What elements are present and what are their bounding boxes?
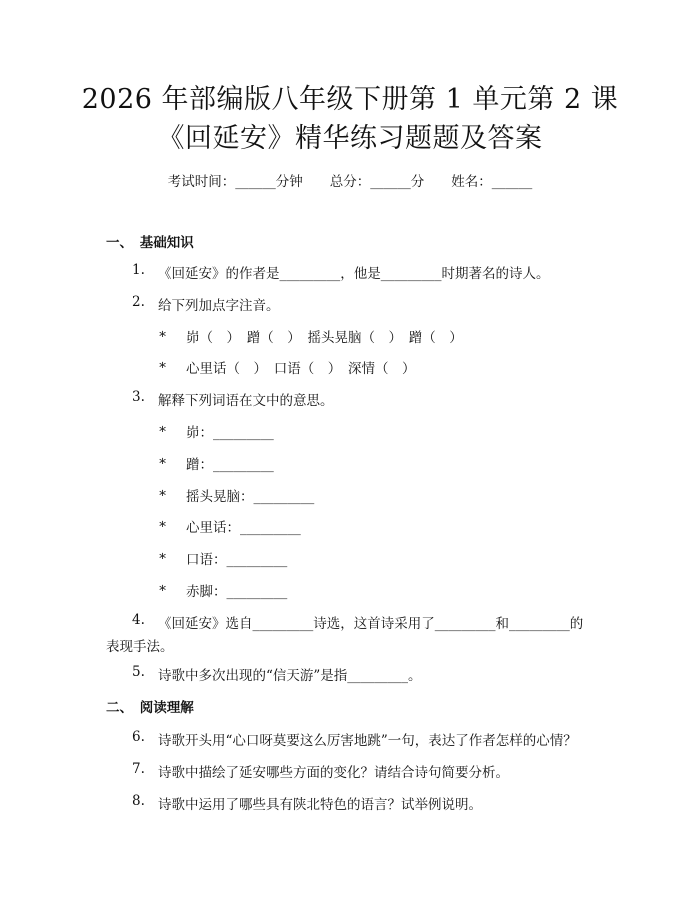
bullet-marker: ∗: [158, 548, 168, 564]
section-heading-basic: 一、 基础知识: [106, 235, 194, 251]
question-number: 8.: [132, 793, 145, 809]
bullet-marker: ∗: [158, 357, 168, 373]
page-title-line-1: 2026 年部编版八年级下册第 1 单元第 2 课: [81, 84, 619, 115]
question-text: 诗歌中运用了哪些具有陕北特色的语言？试举例说明。: [158, 797, 482, 813]
section-heading-reading: 二、 阅读理解: [106, 700, 194, 716]
word-meaning-item: 摇头晃脑：_________: [186, 489, 315, 505]
question-number: 7.: [132, 761, 145, 777]
question-number: 2.: [132, 294, 145, 310]
word-meaning-item: 赤脚：_________: [186, 584, 288, 600]
question-number: 6.: [132, 729, 145, 745]
question-number: 5.: [132, 664, 145, 680]
question-number: 3.: [132, 389, 145, 405]
bullet-marker: ∗: [158, 580, 168, 596]
word-meaning-item: 峁：_________: [186, 425, 274, 441]
question-text: 《回延安》选自_________诗选，这首诗采用了_________和_________的: [158, 616, 584, 632]
word-meaning-item: 蹭：_________: [186, 457, 274, 473]
question-number: 4.: [132, 612, 145, 628]
exam-meta-info: 考试时间：______分钟 总分：______分 姓名：______: [167, 174, 533, 190]
bullet-marker: ∗: [158, 516, 168, 532]
pinyin-item: 心里话（ ） 口语（ ） 深情（ ）: [186, 361, 416, 377]
bullet-marker: ∗: [158, 326, 168, 342]
page-title-line-2: 《回延安》精华练习题题及答案: [157, 123, 543, 154]
question-text: 诗歌开头用“心口呀莫要这么厉害地跳”一句，表达了作者怎样的心情？: [158, 733, 577, 749]
question-text-continued: 表现手法。: [106, 639, 174, 655]
bullet-marker: ∗: [158, 421, 168, 437]
bullet-marker: ∗: [158, 453, 168, 469]
question-text: 诗歌中描绘了延安哪些方面的变化？请结合诗句简要分析。: [158, 765, 509, 781]
word-meaning-item: 心里话：_________: [186, 520, 301, 536]
question-text: 给下列加点字注音。: [158, 298, 280, 314]
bullet-marker: ∗: [158, 485, 168, 501]
question-text: 诗歌中多次出现的“信天游”是指_________。: [158, 668, 422, 684]
pinyin-item: 峁（ ） 蹭（ ） 摇头晃脑（ ） 蹭（ ）: [186, 330, 463, 346]
question-text: 解释下列词语在文中的意思。: [158, 393, 334, 409]
question-text: 《回延安》的作者是_________，他是_________时期著名的诗人。: [158, 266, 550, 282]
word-meaning-item: 口语：_________: [186, 552, 288, 568]
question-number: 1.: [132, 262, 145, 278]
